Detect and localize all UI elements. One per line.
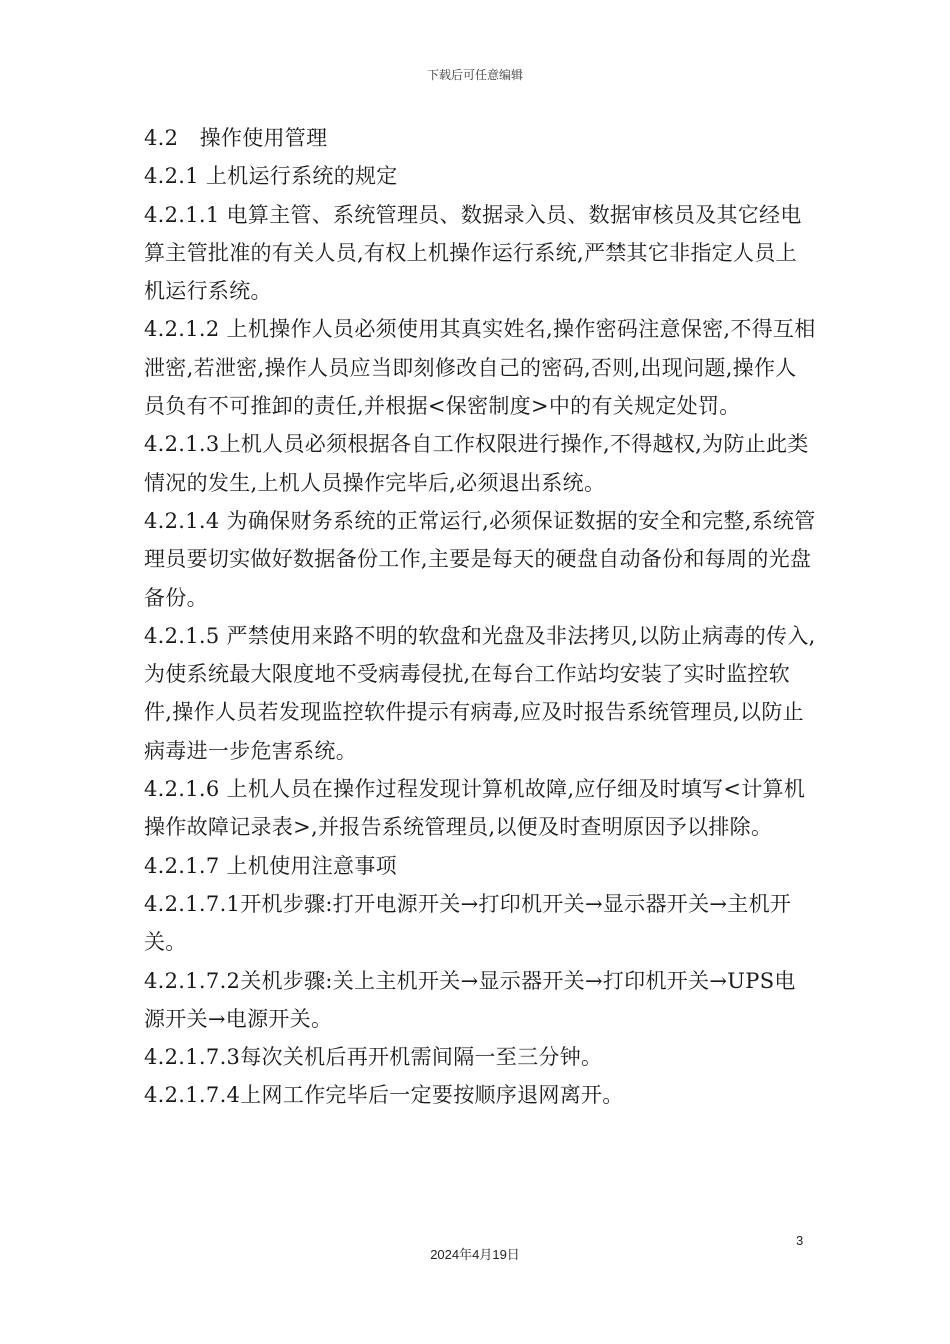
paragraph: 4.2.1.7.1开机步骤:打开电源开关→打印机开关→显示器开关→主机开关。	[144, 891, 792, 955]
document-body	[144, 119, 816, 1115]
paragraph-heading: 4.2.1.7 上机使用注意事项	[144, 853, 397, 878]
paragraph: 4.2.1.2 上机操作人员必须使用其真实姓名,操作密码注意保密,不得互相泄密,若泄密,操作人员应当即刻修改自己的密码,否则,出现问题,操作人员负有不可推卸的责任,并根据<保密制度>中的有关规定处罚。	[144, 317, 816, 419]
paragraph: 4.2.1.5 严禁使用来路不明的软盘和光盘及非法拷贝,以防止病毒的传入,为使系统最大限度地不受病毒侵扰,在每台工作站均安装了实时监控软件,操作人员若发现监控软件提示有病毒,应及时报告系统管理员,以防止病毒进一步危害系统。	[144, 623, 816, 763]
paragraph: 4.2.1.7.2关机步骤:关上主机开关→显示器开关→打印机开关→UPS电源开关→电源开关。	[144, 968, 796, 1031]
paragraph: 4.2.1.7.4上网工作完毕后一定要按顺序退网离开。	[144, 1083, 624, 1108]
paragraph: 4.2.1.1 电算主管、系统管理员、数据录入员、数据审核员及其它经电算主管批准的有关人员,有权上机操作运行系统,严禁其它非指定人员上机运行系统。	[144, 202, 802, 304]
footer-date: 2024年4月19日	[430, 1247, 520, 1262]
paragraph: 4.2.1.6 上机人员在操作过程发现计算机故障,应仔细及时填写<计算机操作故障记录表>,并报告系统管理员,以便及时查明原因予以排除。	[144, 777, 806, 840]
paragraph: 4.2.1.4 为确保财务系统的正常运行,必须保证数据的安全和完整,系统管理员要切实做好数据备份工作,主要是每天的硬盘自动备份和每周的光盘备份。	[144, 508, 816, 610]
page-number: 3	[796, 1233, 804, 1248]
paragraph: 4.2.1.3上机人员必须根据各自工作权限进行操作,不得越权,为防止此类情况的发生,上机人员操作完毕后,必须退出系统。	[144, 432, 809, 495]
paragraph: 4.2.1.7.3每次关机后再开机需间隔一至三分钟。	[144, 1045, 603, 1070]
section-heading: 4.2 操作使用管理	[144, 126, 328, 150]
header-note: 下载后可任意编辑	[426, 68, 523, 82]
subsection-heading: 4.2.1 上机运行系统的规定	[144, 164, 398, 189]
